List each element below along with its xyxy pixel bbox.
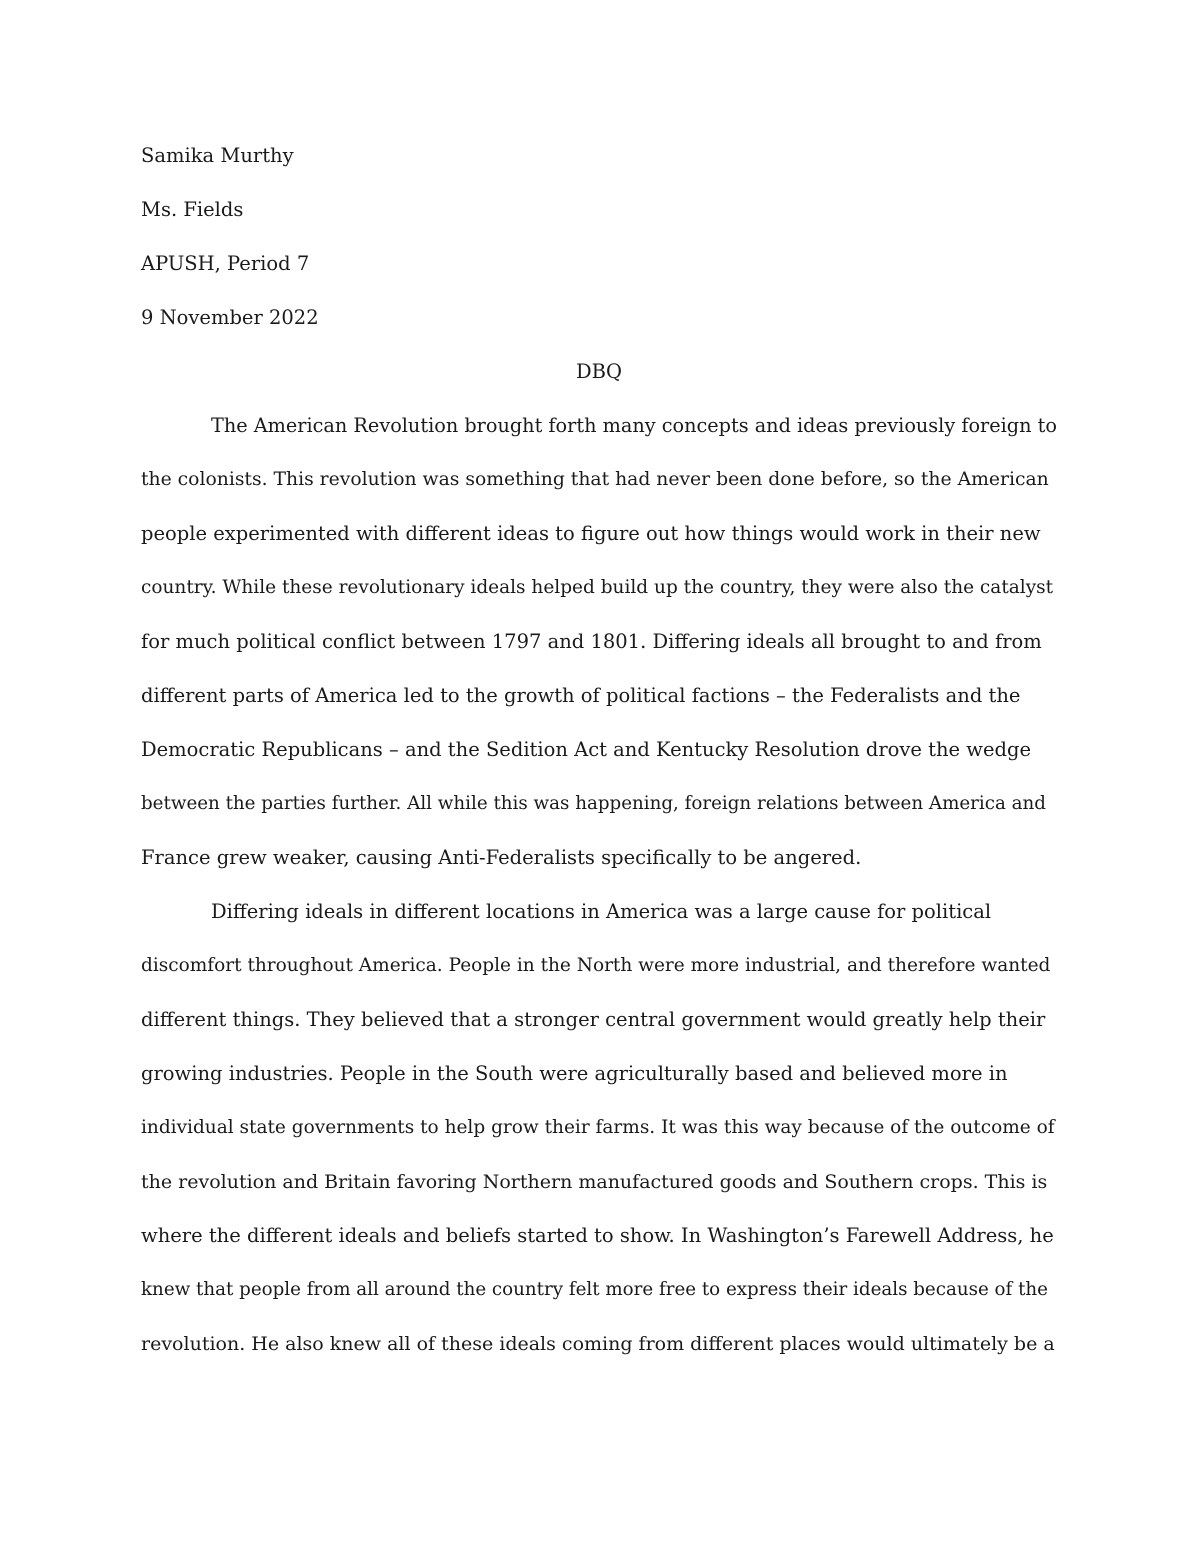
paragraph-line: growing industries. People in the South were agriculturally based and believed more in	[141, 1062, 1008, 1085]
paragraph-line: for much political conflict between 1797 and 1801. Differing ideals all brought to and from	[141, 630, 1042, 653]
paragraph-line: where the different ideals and beliefs started to show. In Washington’s Farewell Address, he	[141, 1224, 1054, 1247]
document-title: DBQ	[576, 360, 622, 383]
paragraph-line: between the parties further. All while this was happening, foreign relations between America and	[141, 793, 1046, 814]
paragraph-line: France grew weaker, causing Anti-Federalists specifically to be angered.	[141, 846, 862, 869]
document-body	[141, 129, 1057, 1371]
paragraph-line: knew that people from all around the country felt more free to express their ideals because of the	[141, 1279, 1048, 1300]
paragraph-line: the colonists. This revolution was something that had never been done before, so the American	[141, 469, 1049, 490]
header-course: APUSH, Period 7	[141, 252, 310, 275]
paragraph-line: individual state governments to help grow their farms. It was this way because of the outcome of	[141, 1117, 1055, 1138]
header-date: 9 November 2022	[141, 306, 319, 329]
paragraph-line: revolution. He also knew all of these ideals coming from different places would ultimately be a	[141, 1333, 1055, 1355]
paragraph-line: discomfort throughout America. People in the North were more industrial, and therefore wanted	[141, 955, 1051, 976]
paragraph-line: Democratic Republicans – and the Sedition Act and Kentucky Resolution drove the wedge	[141, 738, 1032, 761]
paragraph-line: Differing ideals in different locations in America was a large cause for political	[211, 900, 992, 923]
paragraph-line: country. While these revolutionary ideals helped build up the country, they were also the catalyst	[141, 577, 1054, 598]
paragraph-line: the revolution and Britain favoring Northern manufactured goods and Southern crops. This is	[141, 1171, 1048, 1193]
paragraph-2	[141, 885, 1057, 1371]
paragraph-line: different things. They believed that a stronger central government would greatly help their	[141, 1008, 1046, 1031]
header-teacher: Ms. Fields	[141, 198, 244, 221]
header-author: Samika Murthy	[141, 144, 294, 167]
paragraph-line: different parts of America led to the growth of political factions – the Federalists and the	[141, 684, 1021, 707]
paragraph-line: The American Revolution brought forth many concepts and ideas previously foreign to	[211, 414, 1057, 437]
paragraph-1	[141, 399, 1057, 885]
paragraph-line: people experimented with different ideas to figure out how things would work in their new	[141, 522, 1041, 545]
